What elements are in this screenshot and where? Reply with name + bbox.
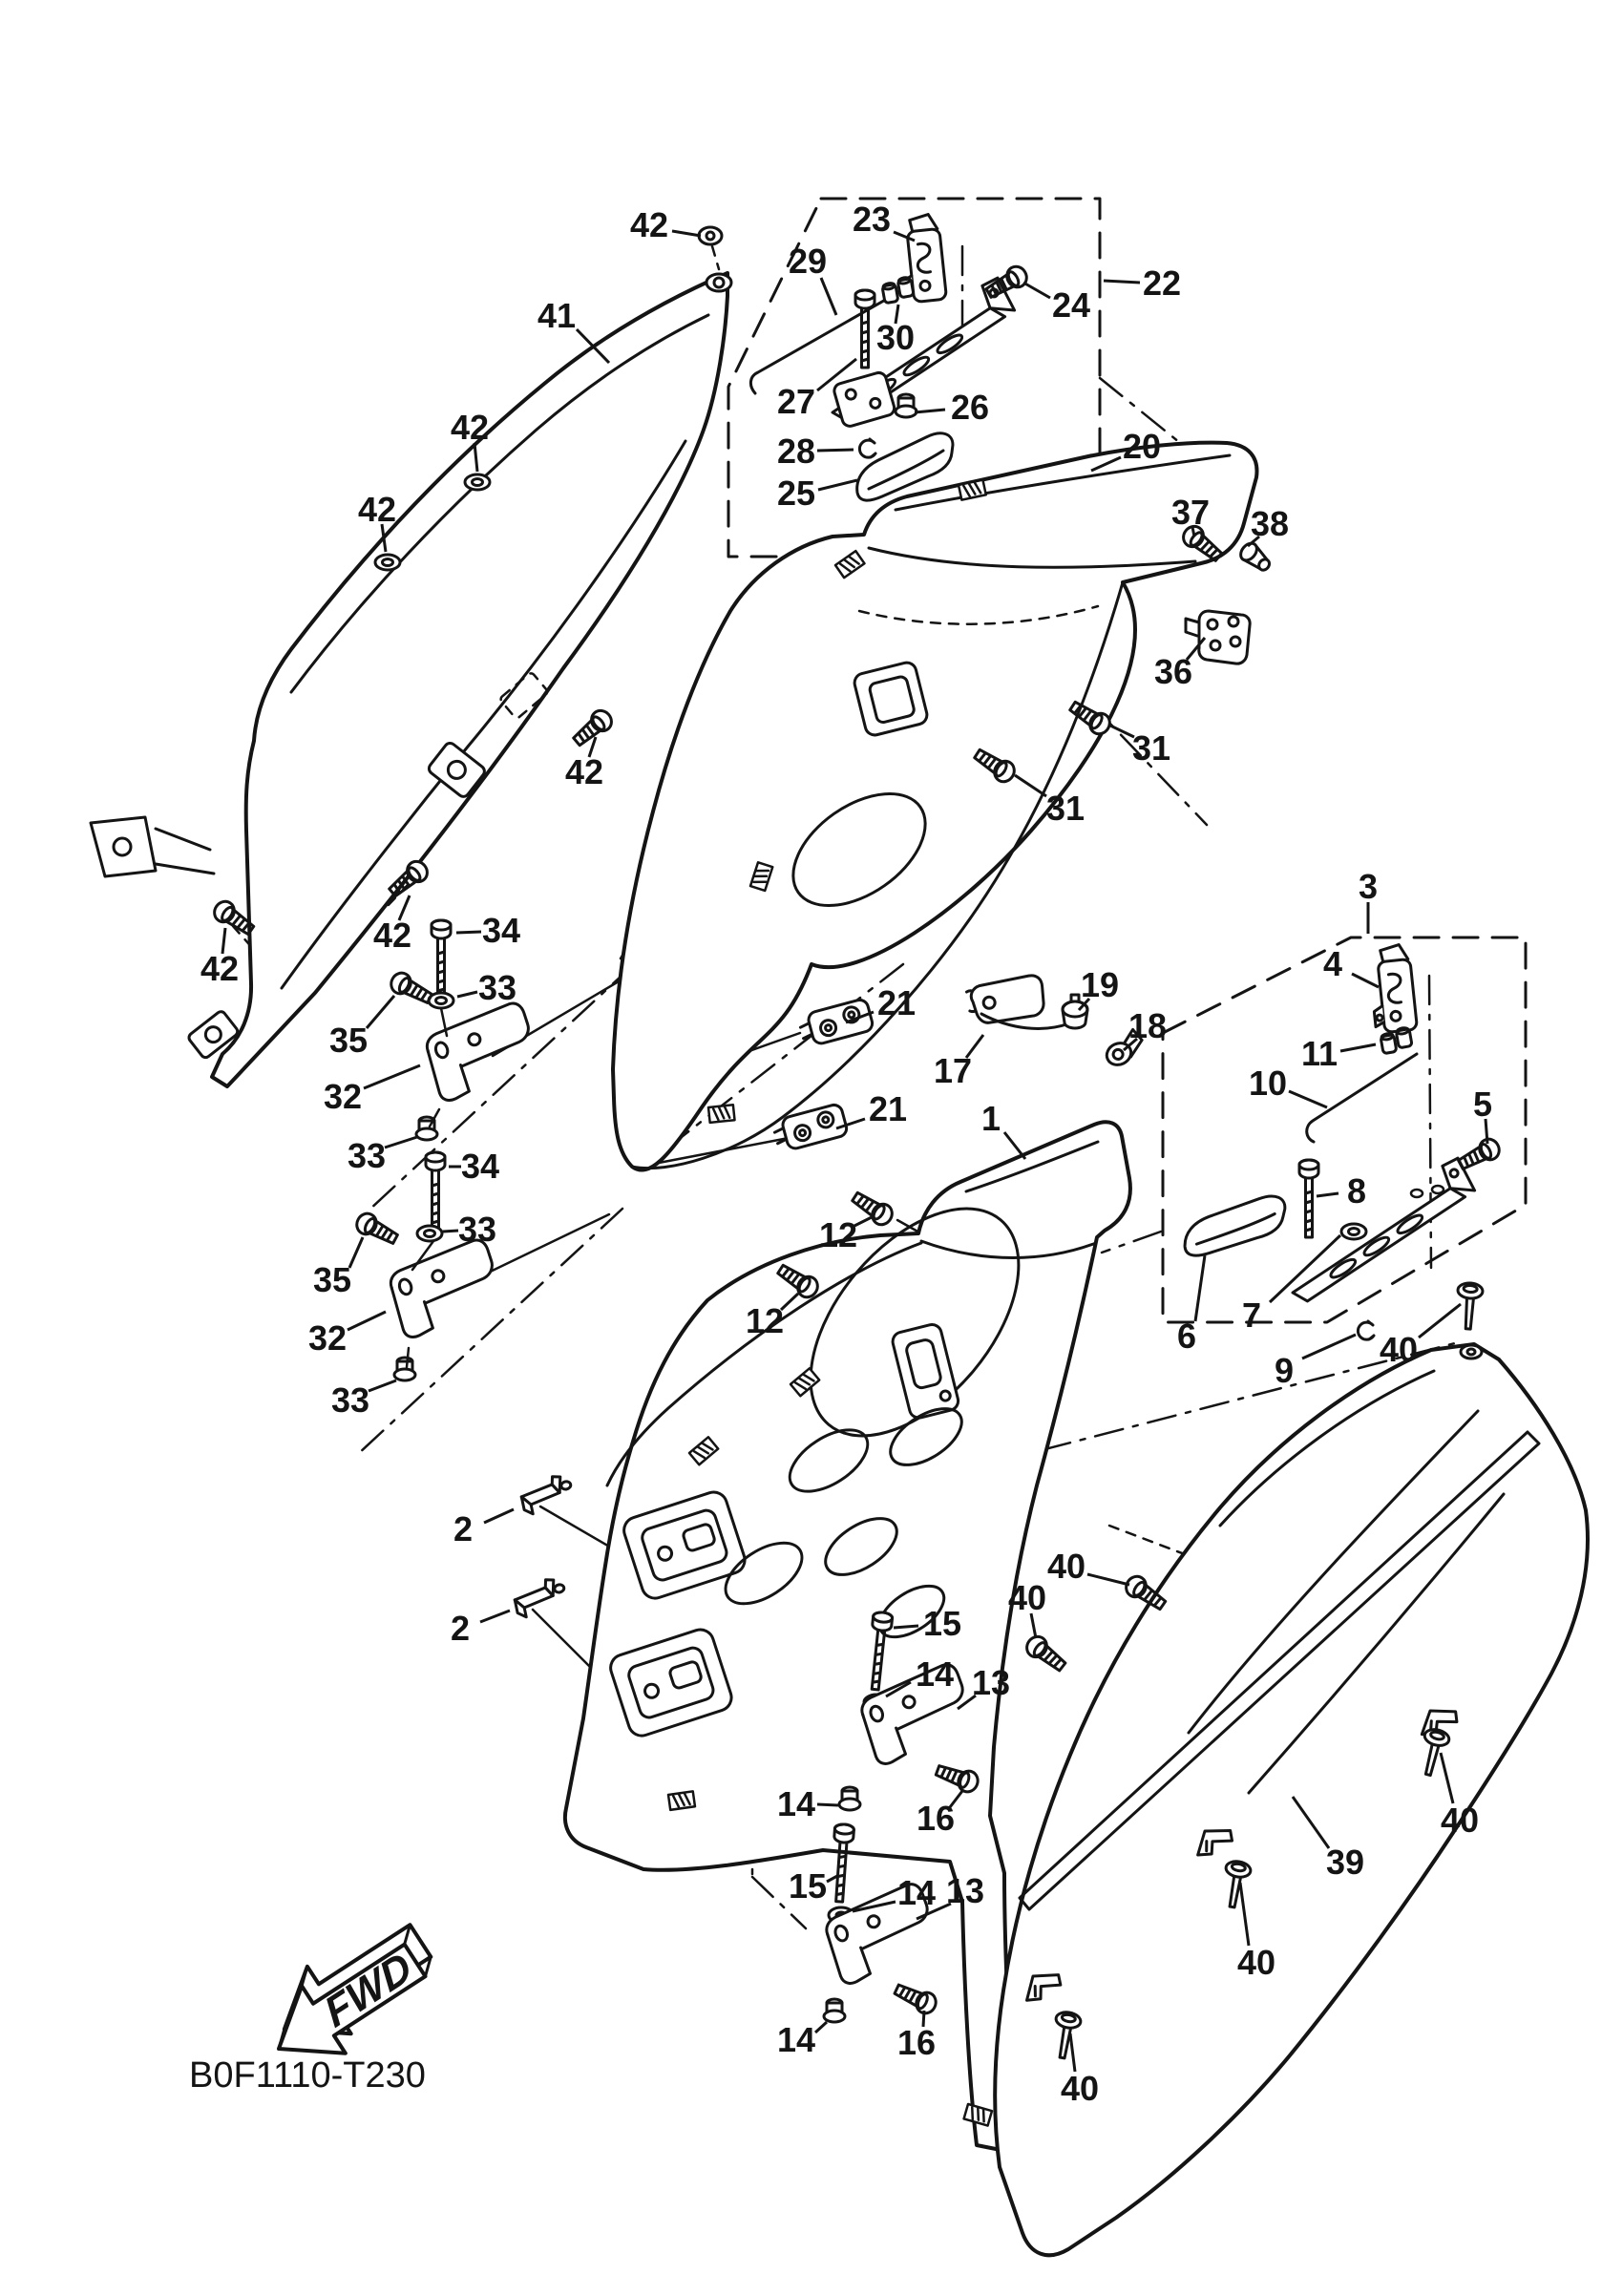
hinge-bolt-34 (426, 1152, 445, 1230)
part-callout-42: 42 (357, 490, 397, 529)
part-callout-15: 15 (788, 1866, 828, 1906)
part-callout-33: 33 (477, 968, 517, 1007)
part-callout-42: 42 (564, 752, 604, 791)
rod-clamp-11 (1380, 1027, 1413, 1054)
part-callout-2: 2 (453, 1509, 474, 1548)
part-callout-42: 42 (629, 205, 669, 244)
part-callout-14: 14 (896, 1873, 937, 1912)
part-callout-16: 16 (896, 2023, 937, 2062)
panel-20-handle-pocket (853, 661, 929, 737)
striker-plate-21 (797, 998, 874, 1047)
leader-line (349, 1237, 363, 1268)
part-callout-40: 40 (1440, 1801, 1480, 1840)
hinge-screw-35 (388, 970, 434, 1008)
part-callout-37: 37 (1170, 493, 1211, 532)
part-callout-12: 12 (745, 1301, 785, 1340)
part-callout-33: 33 (347, 1136, 387, 1175)
hinge-bracket-32 (384, 1237, 506, 1339)
part-callout-30: 30 (875, 318, 916, 357)
part-callout-38: 38 (1250, 504, 1290, 543)
leader-line (915, 410, 945, 412)
leader-line (1289, 1091, 1327, 1107)
fwd-label: FWD (317, 1943, 419, 2037)
clip-28 (859, 439, 875, 457)
pivot-bolt-8 (1299, 1160, 1318, 1237)
nut-26 (896, 394, 917, 417)
washer-42 (375, 555, 400, 570)
part-callout-31: 31 (1045, 789, 1086, 828)
part-callout-24: 24 (1051, 285, 1091, 325)
leader-line (817, 1804, 838, 1805)
clip-9 (1358, 1321, 1374, 1339)
part-callout-32: 32 (323, 1077, 363, 1116)
diagram-code: B0F1110-T230 (189, 2055, 426, 2096)
leader-line (1352, 974, 1379, 987)
part-callout-40: 40 (1379, 1330, 1419, 1369)
part-callout-42: 42 (200, 949, 240, 988)
part-callout-13: 13 (971, 1663, 1011, 1702)
part-callout-42: 42 (450, 408, 490, 447)
part-callout-8: 8 (1346, 1171, 1367, 1211)
leader-line (348, 1312, 386, 1330)
leader-line (1302, 1335, 1356, 1359)
panel-39-skin (995, 1344, 1588, 2255)
part-callout-33: 33 (330, 1380, 370, 1420)
leader-line (369, 1380, 396, 1391)
rod-clamp-30 (881, 277, 915, 304)
part-callout-36: 36 (1153, 652, 1193, 691)
part-callout-27: 27 (776, 382, 816, 421)
leader-line (367, 996, 394, 1028)
part-callout-18: 18 (1128, 1006, 1168, 1045)
part-callout-31: 31 (1131, 728, 1171, 768)
part-callout-33: 33 (457, 1210, 497, 1249)
part-callout-10: 10 (1248, 1064, 1288, 1103)
part-callout-14: 14 (776, 1784, 816, 1823)
leader-line (1419, 1304, 1461, 1338)
part-callout-9: 9 (1274, 1351, 1295, 1390)
part-callout-40: 40 (1046, 1547, 1086, 1586)
part-callout-29: 29 (788, 242, 828, 281)
part-callout-28: 28 (776, 432, 816, 471)
part-callout-2: 2 (450, 1609, 471, 1648)
part-callout-40: 40 (1007, 1578, 1047, 1617)
leader-line (480, 1611, 510, 1622)
hinge-bracket-32 (420, 1001, 542, 1103)
part-callout-3: 3 (1358, 867, 1379, 906)
part-callout-40: 40 (1236, 1943, 1276, 1982)
part-callout-39: 39 (1325, 1843, 1365, 1882)
leader-line (821, 278, 836, 315)
part-callout-41: 41 (537, 296, 577, 335)
part-callout-34: 34 (481, 911, 521, 950)
part-callout-23: 23 (852, 200, 892, 239)
part-callout-11: 11 (1300, 1034, 1338, 1073)
part-callout-42: 42 (372, 916, 412, 955)
leader-line (1023, 283, 1050, 298)
part-callout-26: 26 (950, 388, 990, 427)
leader-line (1004, 1132, 1025, 1159)
part-callout-17: 17 (933, 1051, 973, 1090)
part-callout-21: 21 (868, 1089, 908, 1128)
screw-16 (893, 1980, 939, 2017)
part-callout-13: 13 (945, 1871, 985, 1910)
part-callout-19: 19 (1080, 965, 1120, 1004)
spacer-38 (1237, 540, 1274, 576)
leader-line (818, 480, 857, 490)
part-callout-35: 35 (328, 1021, 369, 1060)
part-callout-34: 34 (460, 1147, 500, 1186)
part-callout-6: 6 (1176, 1317, 1197, 1356)
door-clip-2 (512, 1576, 568, 1618)
part-callout-32: 32 (307, 1318, 348, 1358)
pivot-bolt-27 (855, 290, 875, 368)
part-callout-22: 22 (1142, 263, 1182, 303)
part-callout-4: 4 (1322, 944, 1343, 983)
hinge-bolt-34 (432, 920, 451, 998)
part-callout-35: 35 (312, 1260, 352, 1299)
leader-line (1104, 281, 1140, 283)
panel-41-lower-tab (91, 817, 214, 876)
leader-line (894, 1626, 918, 1628)
washer-33 (417, 1226, 442, 1241)
leader-line (456, 932, 481, 933)
leader-line (364, 1065, 420, 1088)
part-callout-20: 20 (1122, 427, 1162, 466)
leader-line (457, 992, 477, 997)
hinge-stack-lower (353, 1152, 506, 1380)
part-callout-1: 1 (980, 1099, 1001, 1138)
screw-40 (1022, 1632, 1068, 1675)
part-callout-15: 15 (922, 1604, 962, 1643)
part-callout-14: 14 (915, 1654, 955, 1694)
bolt-15 (830, 1823, 854, 1902)
part-callout-40: 40 (1060, 2069, 1100, 2108)
latch-screw-5 (1456, 1136, 1503, 1174)
part-callout-16: 16 (916, 1799, 956, 1838)
part-callout-12: 12 (818, 1215, 858, 1254)
leader-line (484, 1509, 514, 1523)
nut-33 (394, 1358, 415, 1380)
leader-line (1087, 1574, 1129, 1585)
grommet-42 (699, 227, 722, 244)
nut-14 (839, 1787, 860, 1810)
washer-42 (465, 474, 490, 490)
leader-line (1340, 1044, 1376, 1051)
leader-line (1195, 1255, 1205, 1321)
part-callout-14: 14 (776, 2020, 816, 2059)
part-callout-7: 7 (1241, 1295, 1262, 1335)
leader-line (1317, 1193, 1338, 1196)
leader-line (443, 1231, 458, 1232)
leader-line (815, 2022, 827, 2033)
washer-7 (1341, 1224, 1366, 1239)
leader-line (817, 450, 854, 451)
part-callout-21: 21 (876, 983, 917, 1022)
leader-line (672, 231, 701, 236)
part-callout-5: 5 (1472, 1085, 1493, 1124)
bracket-36 (1186, 611, 1250, 664)
part-callout-25: 25 (776, 474, 816, 513)
latch-assembly-3 (1184, 944, 1503, 1340)
door-latch-4 (1367, 944, 1417, 1034)
leader-line (385, 1137, 417, 1148)
nut-14 (824, 1999, 845, 2022)
door-handle-6 (1184, 1188, 1286, 1264)
